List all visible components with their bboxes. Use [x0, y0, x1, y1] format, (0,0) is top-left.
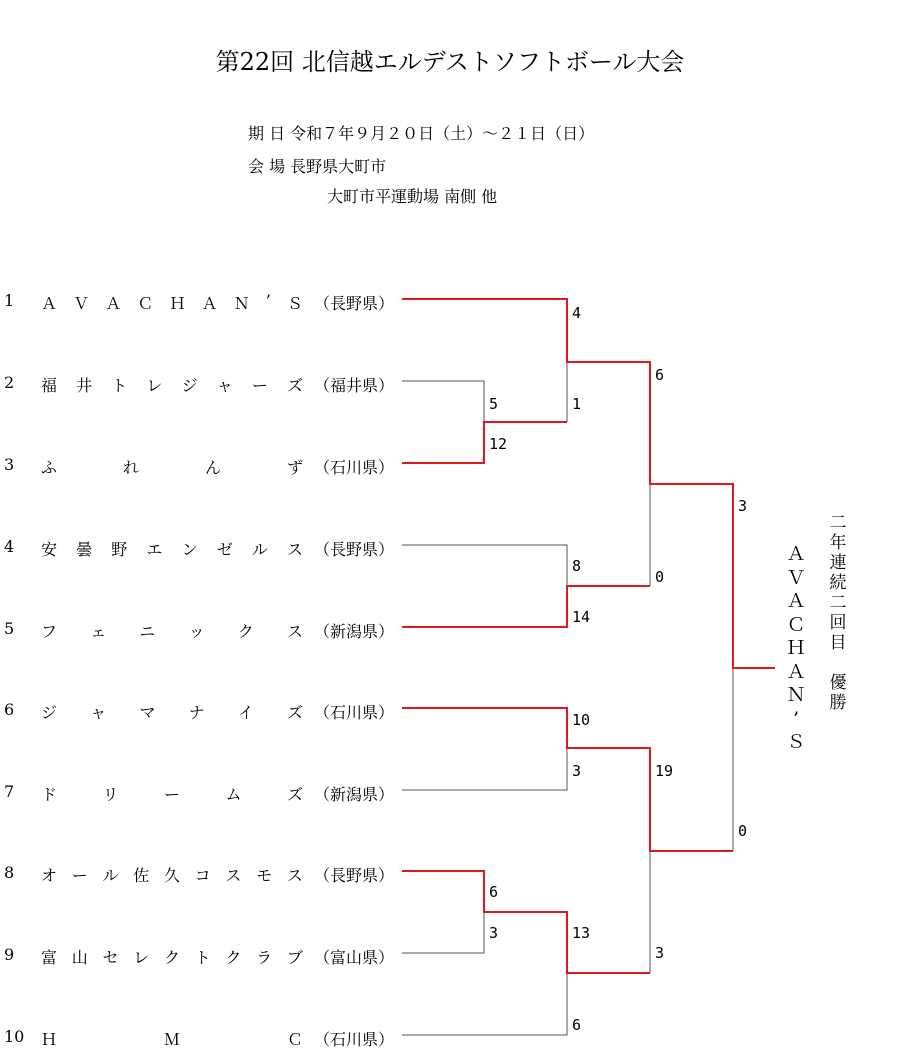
team-name: 福 井 ト レ ジ ャ ー ズ — [41, 376, 303, 395]
line-team7 — [402, 748, 567, 790]
team-number: 7 — [4, 782, 15, 801]
team-prefecture: （石川県） — [314, 458, 395, 477]
date-line: 期 日 令和７年９月２０日（土）～２１日（日） — [248, 124, 595, 143]
line-team3-win — [402, 422, 567, 463]
team-number: 6 — [4, 700, 15, 719]
line-team10 — [402, 973, 567, 1035]
team-prefecture: （長野県） — [314, 294, 395, 313]
team-name: 安 曇 野 エ ン ゼ ル ス — [41, 540, 303, 559]
score-team5: 14 — [572, 608, 591, 626]
team-row-7 — [4, 782, 404, 804]
line-team9 — [402, 912, 484, 953]
team-row-9 — [4, 945, 404, 967]
team-number: 3 — [4, 455, 15, 474]
score-team7: 3 — [572, 762, 582, 780]
team-row-6 — [4, 700, 404, 722]
score-w67-r3: 19 — [655, 762, 674, 780]
score-team6: 10 — [572, 711, 591, 729]
score-team8: 6 — [489, 883, 499, 901]
score-team2: 5 — [489, 395, 499, 413]
team-name: フ ェ ニ ッ ク ス — [41, 622, 303, 641]
team-prefecture: （長野県） — [314, 866, 395, 885]
line-team8-win — [402, 871, 650, 973]
score-final-top: 3 — [738, 497, 748, 515]
team-row-1 — [4, 291, 404, 313]
score-w89-r2: 13 — [572, 924, 591, 942]
team-number: 1 — [4, 291, 15, 310]
champion-team: Ａ Ｖ Ａ Ｃ Ｈ Ａ Ｎ ’ Ｓ — [786, 543, 806, 753]
team-prefecture: （福井県） — [314, 376, 395, 395]
score-w45-r3: 0 — [655, 568, 665, 586]
champion-label: 二 年 連 続 二 回 目 優 勝 — [829, 513, 847, 713]
team-row-8 — [4, 863, 404, 885]
team-prefecture: （富山県） — [314, 948, 395, 967]
team-row-5 — [4, 619, 404, 641]
score-team9: 3 — [489, 924, 499, 942]
team-prefecture: （長野県） — [314, 540, 395, 559]
score-w23-r2: 1 — [572, 395, 582, 413]
venue-detail-line: 大町市平運動場 南側 他 — [327, 187, 498, 206]
team-name: Ａ Ｖ Ａ Ｃ Ｈ Ａ Ｎ ’ Ｓ — [41, 291, 303, 313]
team-number: 2 — [4, 373, 15, 392]
team-row-3 — [4, 455, 404, 477]
team-number: 9 — [4, 945, 15, 964]
score-team3: 12 — [489, 435, 508, 453]
team-name: 富 山 セ レ ク ト ク ラ ブ — [41, 948, 303, 967]
team-row-2 — [4, 373, 404, 395]
team-name: ジ ャ マ ナ イ ズ — [41, 703, 303, 722]
line-team5-win — [402, 586, 650, 627]
team-prefecture: （新潟県） — [314, 785, 395, 804]
team-name: ド リ ー ム ズ — [41, 785, 303, 804]
score-team1-r2: 4 — [572, 304, 582, 322]
team-number: 5 — [4, 619, 15, 638]
team-number: 10 — [4, 1027, 25, 1046]
venue-line: 会 場 長野県大町市 — [248, 157, 387, 176]
team-name: ふ れ ん ず — [41, 458, 303, 477]
score-final-bot: 0 — [738, 822, 748, 840]
score-bot-r3: 3 — [655, 944, 665, 962]
team-name: オ ー ル 佐 久 コ ス モ ス — [41, 866, 303, 885]
score-team10-r2: 6 — [572, 1016, 582, 1034]
team-prefecture: （新潟県） — [314, 622, 395, 641]
team-name: Ｈ Ｍ Ｃ — [41, 1030, 303, 1049]
score-team4: 8 — [572, 557, 582, 575]
score-top-r3: 6 — [655, 366, 665, 384]
team-number: 8 — [4, 863, 15, 882]
team-number: 4 — [4, 537, 15, 556]
team-row-10 — [4, 1027, 404, 1049]
team-prefecture: （石川県） — [314, 1030, 395, 1049]
team-prefecture: （石川県） — [314, 703, 395, 722]
team-row-4 — [4, 537, 404, 559]
line-team4 — [402, 545, 567, 586]
tournament-title: 第22回 北信越エルデストソフトボール大会 — [215, 48, 685, 76]
line-team2 — [402, 381, 484, 422]
